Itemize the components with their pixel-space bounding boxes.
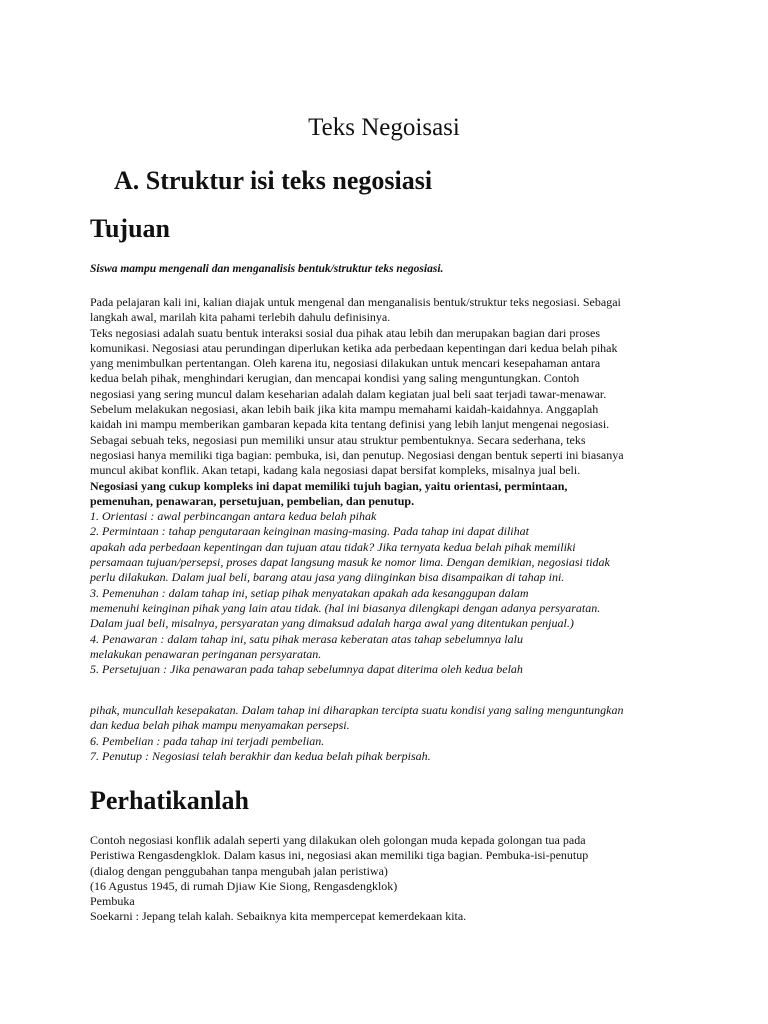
text-line: yang menimbulkan pertentangan. Oleh karena itu, negosiasi dilakukan untuk mencari kesepahaman antara xyxy=(90,356,601,371)
text-line: Soekarni : Jepang telah kalah. Sebaiknya kita mempercepat kemerdekaan kita. xyxy=(90,909,467,924)
lead-objective: Siswa mampu mengenali dan menganalisis bentuk/struktur teks negosiasi. xyxy=(90,263,444,275)
text-line: langkah awal, marilah kita pahami terlebih dahulu definisinya. xyxy=(90,310,391,325)
document-title: Teks Negoisasi xyxy=(308,114,460,141)
text-line: Dalam jual beli, misalnya, persyaratan yang dimaksud adalah harga awal yang ditentukan penjual.) xyxy=(90,616,574,631)
text-line: (dialog dengan penggubahan tanpa mengubah jalan peristiwa) xyxy=(90,863,388,878)
text-line: 6. Pembelian : pada tahap ini terjadi pembelian. xyxy=(90,733,325,748)
text-line: (16 Agustus 1945, di rumah Djiaw Kie Siong, Rengasdengklok) xyxy=(90,878,398,893)
text-line: negosiasi yang sering muncul dalam keseharian adalah dalam kegiatan jual beli saat terjadi tawar-menawar. xyxy=(90,386,607,401)
text-line: melakukan penawaran peringanan persyaratan. xyxy=(90,646,322,661)
heading-perhatikanlah: Perhatikanlah xyxy=(90,786,249,815)
text-line: 2. Permintaan : tahap pengutaraan keinginan masing-masing. Pada tahap ini dapat dilihat xyxy=(90,524,529,539)
body-text-block-continued xyxy=(90,703,690,764)
text-line: kaidah ini mampu memberikan gambaran kepada kita tentang definisi yang lebih lanjut mengenai negosiasi. xyxy=(90,417,610,432)
section-heading-struktur: A. Struktur isi teks negosiasi xyxy=(114,166,433,195)
text-line: Sebelum melakukan negosiasi, akan lebih baik jika kita mampu memahami kaidah-kaidahnya. Anggaplah xyxy=(90,402,599,417)
text-line: persamaan tujuan/persepsi, proses dapat langsung masuk ke nomor lima. Dengan demikian, negosiasi tidak xyxy=(90,555,610,570)
text-line: 1. Orientasi : awal perbincangan antara kedua belah pihak xyxy=(90,509,377,524)
text-line: 5. Persetujuan : Jika penawaran pada tahap sebelumnya dapat diterima oleh kedua belah xyxy=(90,662,523,677)
text-line: 3. Pemenuhan : dalam tahap ini, setiap pihak menyatakan apakah ada kesanggupan dalam xyxy=(90,585,529,600)
text-line: Sebagai sebuah teks, negosiasi pun memiliki unsur atau struktur pembentuknya. Secara sederhana, teks xyxy=(90,432,586,447)
body-text-block xyxy=(90,295,690,677)
example-text-block xyxy=(90,833,690,925)
text-line: pemenuhan, penawaran, persetujuan, pembelian, dan penutup. xyxy=(90,493,415,508)
text-line: Negosiasi yang cukup kompleks ini dapat memiliki tujuh bagian, yaitu orientasi, permintaan, xyxy=(90,478,568,493)
text-line: 7. Penutup : Negosiasi telah berakhir dan kedua belah pihak berpisah. xyxy=(90,748,431,763)
text-line: Teks negosiasi adalah suatu bentuk interaksi sosial dua pihak atau lebih dan merupakan bagian dari proses xyxy=(90,325,601,340)
text-line: pihak, muncullah kesepakatan. Dalam tahap ini diharapkan tercipta suatu kondisi yang saling menguntungkan xyxy=(90,703,624,717)
text-line: perlu dilakukan. Dalam jual beli, barang atau jasa yang diinginkan bisa disampaikan di tahap ini. xyxy=(90,570,565,585)
text-line: Pada pelajaran kali ini, kalian diajak untuk mengenal dan menganalisis bentuk/struktur teks negosiasi. Sebagai xyxy=(90,295,621,309)
text-line: kedua belah pihak, menghindari kerugian, dan mencapai kondisi yang saling menguntungkan. Contoh xyxy=(90,371,580,386)
text-line: memenuhi keinginan pihak yang lain atau tidak. (hal ini biasanya dilengkapi dengan adanya persyaratan. xyxy=(90,600,601,615)
heading-tujuan: Tujuan xyxy=(90,214,170,243)
text-line: dan kedua belah pihak mampu menyamakan persepsi. xyxy=(90,718,350,733)
text-line: negosiasi hanya memiliki tiga bagian: pembuka, isi, dan penutup. Negosiasi dengan bentuk seperti ini biasanya xyxy=(90,447,624,462)
text-line: muncul akibat konflik. Akan tetapi, kadang kala negosiasi dapat bersifat kompleks, misalnya jual beli. xyxy=(90,463,581,478)
text-line: Peristiwa Rengasdengklok. Dalam kasus ini, negosiasi akan memiliki tiga bagian. Pembuka-isi-penutup xyxy=(90,848,589,863)
text-line: komunikasi. Negosiasi atau perundingan diperlukan ketika ada perbedaan kepentingan dari kedua belah pihak xyxy=(90,340,618,355)
text-line: 4. Penawaran : dalam tahap ini, satu pihak merasa keberatan atas tahap sebelumnya lalu xyxy=(90,631,523,646)
text-line: Pembuka xyxy=(90,894,135,909)
text-line: apakah ada perbedaan kepentingan dan tujuan atau tidak? Jika ternyata kedua belah pihak memiliki xyxy=(90,539,576,554)
text-line: Contoh negosiasi konflik adalah seperti yang dilakukan oleh golongan muda kepada golongan tua pada xyxy=(90,833,586,847)
